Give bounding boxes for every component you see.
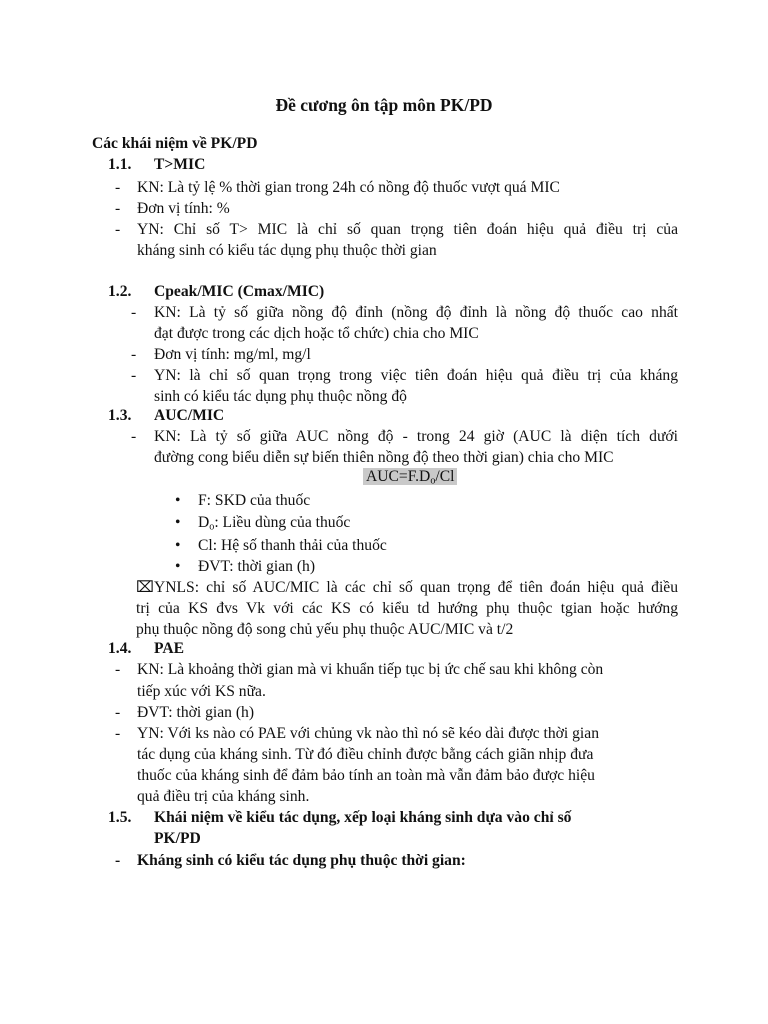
formula-divisor: /Cl [435,468,455,485]
section-heading: AUC/MIC [154,407,225,424]
definition-text: KN: Là tỷ số giữa AUC nồng độ - trong 24 giờ (AUC là diện tích dưới [154,428,678,445]
list-dash: - [115,725,121,742]
section-heading: PAE [154,640,185,657]
definition-text-cont: đường cong biểu diễn sự biến thiên nồng độ theo thời gian) chia cho MIC [154,449,614,466]
list-dash: - [131,428,137,445]
definition-text-cont: đạt được trong các dịch hoặc tổ chức) chia cho MIC [154,325,479,342]
meaning-text: YN: Với ks nào có PAE với chủng vk nào thì nó sẽ kéo dài được thời gian [137,725,599,742]
unit-text: ĐVT: thời gian (h) [137,704,255,721]
section-heading-cont: PK/PD [154,830,201,847]
list-dash: - [115,221,121,238]
clinical-meaning-text: ⌧YNLS: chỉ số AUC/MIC là các chỉ số quan trọng để tiên đoán hiệu quả điều [136,579,678,596]
list-dash: - [131,367,137,384]
clinical-meaning-text-cont: phụ thuộc nồng độ song chủ yếu phụ thuộc AUC/MIC và t/2 [136,621,514,638]
definition-text: KN: Là khoảng thời gian mà vi khuẩn tiếp tục bị ức chế sau khi không còn [137,661,604,678]
meaning-text: YN: là chỉ số quan trọng trong việc tiên đoán hiệu quả điều trị của kháng [154,367,678,384]
sub-heading: Kháng sinh có kiểu tác dụng phụ thuộc thời gian: [137,852,466,869]
meaning-text-cont: quả điều trị của kháng sinh. [137,788,310,805]
bullet-item: ĐVT: thời gian (h) [198,558,316,575]
meaning-text-cont: thuốc của kháng sinh để đảm bảo tính an toàn mà vẫn đảm bảo được hiệu [137,767,595,784]
bullet-icon: • [175,492,181,509]
list-dash: - [115,661,121,678]
meaning-text-cont: tác dụng của kháng sinh. Từ đó điều chỉnh được bằng cách giãn nhịp đưa [137,746,594,763]
clinical-meaning-text-cont: trị của KS đvs Vk với các KS có kiểu td hướng phụ thuộc tgian hoặc hướng [136,600,678,617]
list-dash: - [115,852,121,869]
meaning-text-cont: kháng sinh có kiểu tác dụng phụ thuộc thời gian [137,242,437,259]
definition-text: KN: Là tỷ số giữa nồng độ đỉnh (nồng độ đỉnh là nồng độ thuốc cao nhất [154,304,678,321]
list-dash: - [131,304,137,321]
meaning-text-cont: sinh có kiểu tác dụng phụ thuộc nồng độ [154,388,407,405]
section-heading: Cpeak/MIC (Cmax/MIC) [154,283,325,300]
list-dash: - [115,704,121,721]
section-heading: Khái niệm về kiểu tác dụng, xếp loại kháng sinh dựa vào chỉ số [154,809,572,826]
section-number: 1.1. [108,156,132,173]
bullet-icon: • [175,514,181,531]
definition-text: KN: Là tỷ lệ % thời gian trong 24h có nồng độ thuốc vượt quá MIC [137,179,560,196]
formula-main: AUC=F.D [366,468,431,485]
bullet-icon: • [175,558,181,575]
section-number: 1.2. [108,283,132,300]
section-number: 1.3. [108,407,132,424]
list-dash: - [115,200,121,217]
intro-heading: Các khái niệm về PK/PD [92,135,258,152]
list-dash: - [115,179,121,196]
formula-subscript: o [430,475,436,487]
unit-text: Đơn vị tính: % [137,200,230,217]
meaning-text: YN: Chỉ số T> MIC là chỉ số quan trọng tiên đoán hiệu quả điều trị của [137,221,678,238]
auc-formula [363,469,457,485]
section-number: 1.4. [108,640,132,657]
bullet-item: $D_o$: Liều dùng của thuốc [198,514,351,533]
section-number: 1.5. [108,809,132,826]
section-heading: T>MIC [154,156,206,173]
document-title: Đề cương ôn tập môn PK/PD [275,95,493,115]
definition-text-cont: tiếp xúc với KS nữa. [137,683,266,700]
list-dash: - [131,346,137,363]
unit-text: Đơn vị tính: mg/ml, mg/l [154,346,311,363]
bullet-icon: • [175,537,181,554]
bullet-item: F: SKD của thuốc [198,492,311,509]
bullet-item: Cl: Hệ số thanh thải của thuốc [198,537,387,554]
